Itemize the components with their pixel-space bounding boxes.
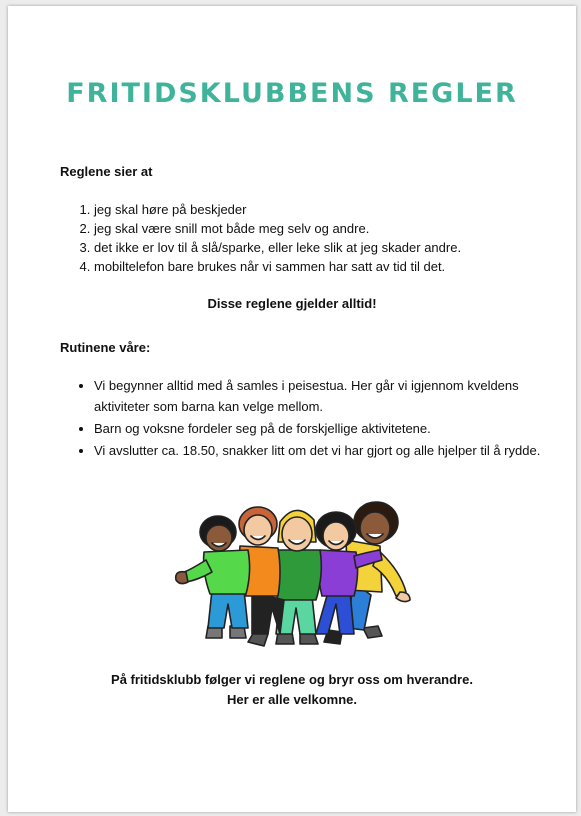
closing-line-1: På fritidsklubb følger vi reglene og bryr oss om hverandre. bbox=[111, 672, 473, 687]
children-illustration bbox=[168, 500, 420, 650]
document-page bbox=[8, 6, 576, 812]
routines-list bbox=[60, 375, 564, 462]
rules-note: Disse reglene gjelder alltid! bbox=[207, 296, 377, 311]
list-item: • Barn og voksne fordeler seg på de forskjellige aktivitetene. bbox=[94, 418, 564, 439]
list-item: 2. jeg skal være snill mot både meg selv og andre. bbox=[94, 219, 564, 238]
kid-lightgreen bbox=[176, 516, 250, 638]
list-item: • Vi avslutter ca. 18.50, snakker litt om det vi har gjort og alle hjelper til å rydde. bbox=[94, 440, 564, 461]
list-item: 4. mobiltelefon bare brukes når vi sammen har satt av tid til det. bbox=[94, 257, 564, 276]
routines-heading: Rutinene våre: bbox=[60, 340, 151, 355]
rules-heading: Reglene sier at bbox=[60, 164, 153, 179]
rules-list bbox=[60, 200, 564, 276]
closing-text bbox=[8, 670, 576, 710]
page-title: FRITIDSKLUBBENS REGLER bbox=[66, 78, 518, 109]
list-item: 3. det ikke er lov til å slå/sparke, eller leke slik at jeg skader andre. bbox=[94, 238, 564, 257]
closing-line-2: Her er alle velkomne. bbox=[226, 692, 358, 707]
list-item: • Vi begynner alltid med å samles i peisestua. Her går vi igjennom kveldens aktiviteter som barna kan velge mellom. bbox=[94, 375, 564, 417]
list-item: 1. jeg skal høre på beskjeder bbox=[94, 200, 564, 219]
